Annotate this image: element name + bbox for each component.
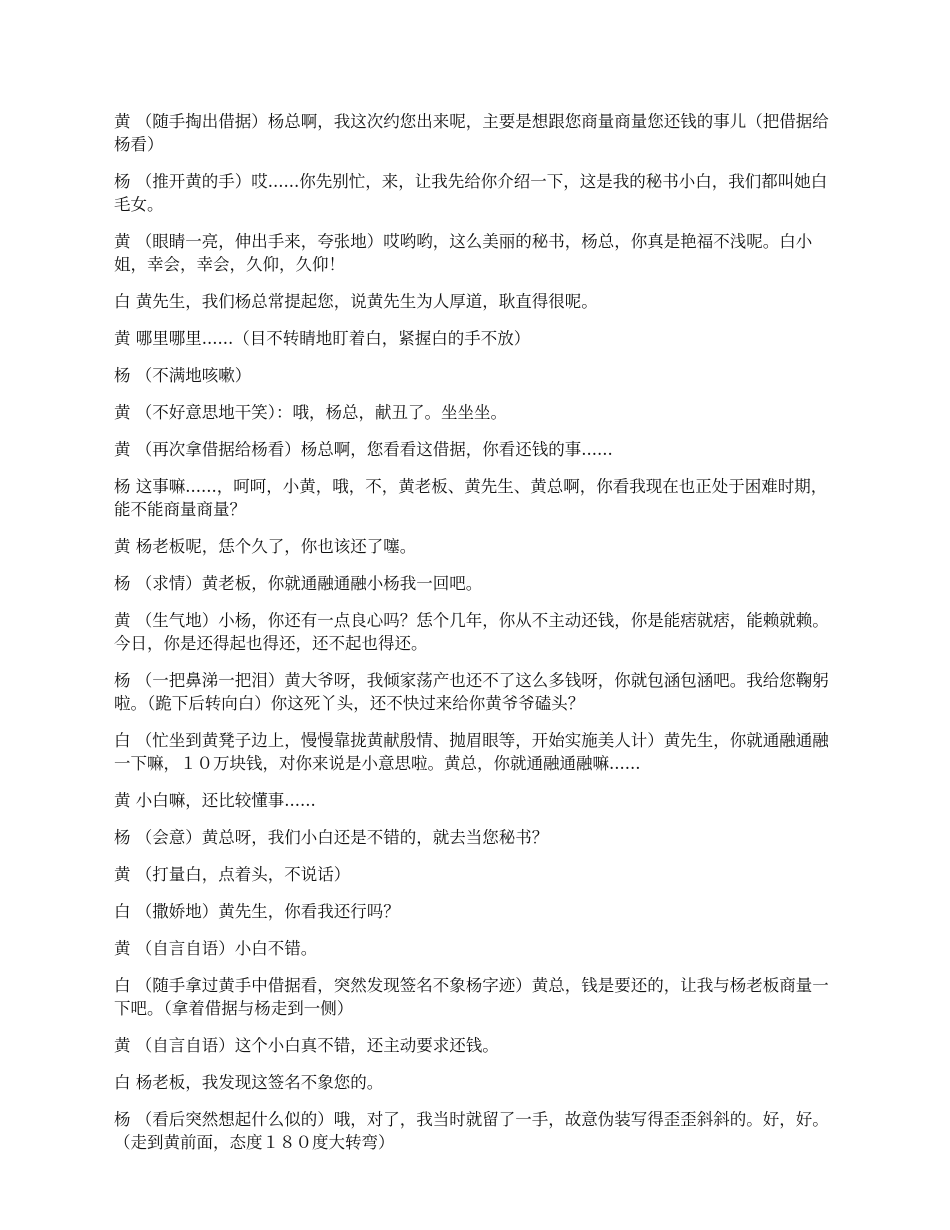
dialogue-line: 杨 （会意）黄总呀，我们小白还是不错的，就去当您秘书？: [114, 828, 549, 847]
dialogue-line: 黄 （随手掏出借据）杨总啊，我这次约您出来呢，主要是想跟您商量商量您还钱的事儿（把借据给杨看）: [114, 112, 829, 154]
dialogue-line: 白 杨老板，我发现这签名不象您的。: [114, 1073, 384, 1092]
dialogue-line: 杨 （求情）黄老板，你就通融通融小杨我一回吧。: [114, 574, 483, 593]
script-dialogue: [114, 110, 842, 1168]
dialogue-line: 白 （忙坐到黄凳子边上，慢慢靠拢黄献殷情、抛眉眼等，开始实施美人计）黄先生，你就通融通融一下嘛，１０万块钱，对你来说是小意思啦。黄总，你就通融通融嘛......: [114, 731, 829, 773]
dialogue-line: 黄 （自言自语）这个小白真不错，还主动要求还钱。: [114, 1036, 499, 1055]
dialogue-line: 黄 哪里哪里......（目不转睛地盯着白，紧握白的手不放）: [114, 329, 531, 348]
dialogue-line: 白 （撒娇地）黄先生，你看我还行吗？: [114, 902, 400, 921]
dialogue-line: 杨 （一把鼻涕一把泪）黄大爷呀，我倾家荡产也还不了这么多钱呀，你就包涵包涵吧。我给您鞠躬啦。（跪下后转向白）你这死丫头，还不快过来给你黄爷爷磕头？: [114, 671, 829, 713]
dialogue-line: 白 （随手拿过黄手中借据看，突然发现签名不象杨字迹）黄总，钱是要还的，让我与杨老板商量一下吧。（拿着借据与杨走到一侧）: [114, 976, 829, 1018]
dialogue-line: 黄 （自言自语）小白不错。: [114, 939, 318, 958]
dialogue-line: 黄 （再次拿借据给杨看）杨总啊，您看看这借据，你看还钱的事......: [114, 440, 613, 459]
dialogue-line: 杨 （推开黄的手）哎......你先别忙，来，让我先给你介绍一下，这是我的秘书小白，我们都叫她白毛女。: [114, 172, 828, 214]
dialogue-line: 白 黄先生，我们杨总常提起您，说黄先生为人厚道，耿直得很呢。: [114, 292, 598, 311]
dialogue-line: 杨 （看后突然想起什么似的）哦，对了，我当时就留了一手，故意伪装写得歪歪斜斜的。好，好。（走到黄前面，态度１８０度大转弯）: [114, 1110, 829, 1152]
dialogue-line: 杨 （不满地咳嗽）: [114, 366, 252, 385]
dialogue-line: 黄 小白嘛，还比较懂事......: [114, 791, 316, 810]
dialogue-line: 黄 （生气地）小杨，你还有一点良心吗？恁个几年，你从不主动还钱，你是能痞就痞，能赖就赖。今日，你是还得起也得还，还不起也得还。: [114, 611, 829, 653]
dialogue-line: 杨 这事嘛......，呵呵，小黄，哦，不，黄老板、黄先生、黄总啊，你看我现在也正处于困难时期，能不能商量商量？: [114, 477, 828, 519]
dialogue-line: 黄 杨老板呢，恁个久了，你也该还了噻。: [114, 537, 417, 556]
dialogue-line: 黄 （不好意思地干笑）：哦，杨总，献丑了。坐坐坐。: [114, 403, 507, 422]
dialogue-line: 黄 （打量白，点着头，不说话）: [114, 865, 351, 884]
dialogue-line: 黄 （眼睛一亮，伸出手来，夸张地）哎哟哟，这么美丽的秘书，杨总，你真是艳福不浅呢。白小姐，幸会，幸会，久仰，久仰！: [114, 232, 813, 274]
